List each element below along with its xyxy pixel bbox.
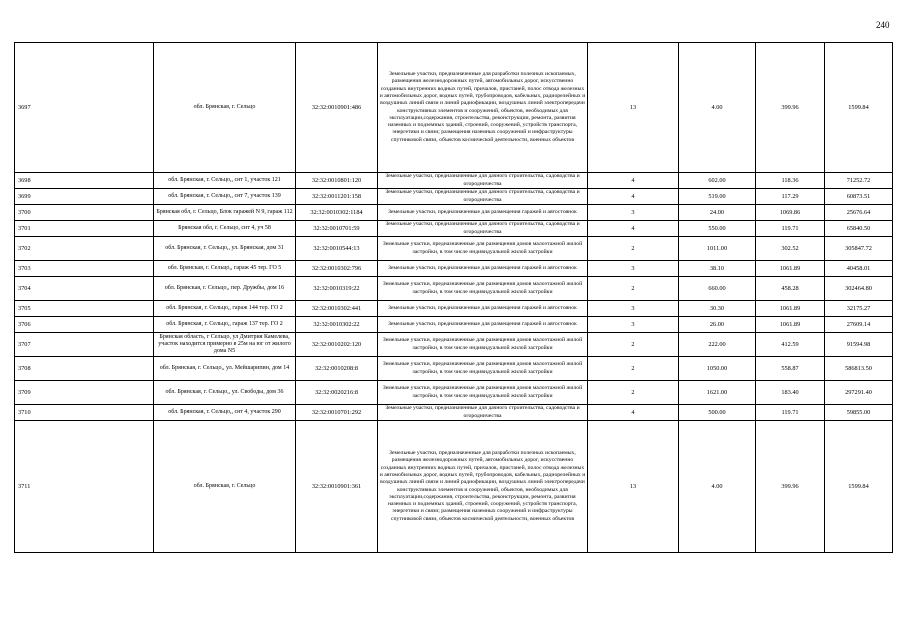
cadastral-value-cell: 302464.80: [825, 277, 893, 301]
cadastral-number-cell: 32:32:0010901:486: [296, 43, 378, 173]
cadastral-number-cell: 32:32:0010302:22: [296, 317, 378, 333]
row-number: 3701: [15, 221, 154, 237]
table-row: [15, 317, 893, 333]
cadastral-value-cell: 25676.64: [825, 205, 893, 221]
row-number: 3702: [15, 237, 154, 261]
use-code-cell: 2: [588, 277, 679, 301]
use-code-cell: 2: [588, 333, 679, 357]
land-use-cell: Земельные участки, предназначенные для размещения домов малоэтажной жилой застройки, в том числе индивидуальной жилой застройки: [378, 333, 588, 357]
area-cell: 30.30: [679, 301, 756, 317]
specific-value-cell: 1061.89: [756, 301, 825, 317]
table-row: [15, 333, 893, 357]
table-row: [15, 205, 893, 221]
table-row: [15, 261, 893, 277]
area-cell: 4.00: [679, 43, 756, 173]
address-cell: обл. Брянская, г. Сельцо,, пер. Дружбы, дом 16: [154, 277, 296, 301]
address-cell: Брянская область, г Сельцо, ул Дмитрия Камелева, участок находится примерно в 25м на юг от жилого дома N5: [154, 333, 296, 357]
specific-value-cell: 119.71: [756, 221, 825, 237]
land-use-cell: Земельные участки, предназначенные для размещения домов малоэтажной жилой застройки, в том числе индивидуальной жилой застройки: [378, 357, 588, 381]
specific-value-cell: 117.29: [756, 189, 825, 205]
cadastral-number-cell: 32:32:0010801:120: [296, 173, 378, 189]
area-cell: 1050.00: [679, 357, 756, 381]
cadastral-value-cell: 32175.27: [825, 301, 893, 317]
land-use-cell: Земельные участки, предназначенные для дачного строительства, садоводства и огородничества: [378, 405, 588, 421]
specific-value-cell: 458.28: [756, 277, 825, 301]
land-use-cell: Земельные участки, предназначенные для дачного строительства, садоводства и огородничества: [378, 221, 588, 237]
cadastral-number-cell: 32:32:0010302:441: [296, 301, 378, 317]
use-code-cell: 13: [588, 421, 679, 553]
specific-value-cell: 118.36: [756, 173, 825, 189]
cadastral-value-cell: 40458.01: [825, 261, 893, 277]
cadastral-number-cell: 32:32:0011201:158: [296, 189, 378, 205]
cadastral-number-cell: 32:32:0010302:796: [296, 261, 378, 277]
specific-value-cell: 183.40: [756, 381, 825, 405]
cadastral-value-cell: 59855.00: [825, 405, 893, 421]
address-cell: обл. Брянская, г. Сельцо,, снт 4, участок 290: [154, 405, 296, 421]
cadastral-number-cell: 32:32:0010302:1184: [296, 205, 378, 221]
specific-value-cell: 1069.86: [756, 205, 825, 221]
address-cell: обл. Брянская, г. Сельцо,, ул. Брянская, дом 31: [154, 237, 296, 261]
land-use-cell: Земельные участки, предназначенные для размещения домов малоэтажной жилой застройки, в том числе индивидуальной жилой застройки: [378, 237, 588, 261]
cadastral-value-cell: 1599.84: [825, 43, 893, 173]
use-code-cell: 3: [588, 205, 679, 221]
address-cell: обл. Брянская, г. Сельцо: [154, 421, 296, 553]
cadastral-value-cell: 71252.72: [825, 173, 893, 189]
specific-value-cell: 399.96: [756, 43, 825, 173]
specific-value-cell: 1061.89: [756, 317, 825, 333]
address-cell: обл. Брянская, г. Сельцо,, ул. Мейшарипин, дом 14: [154, 357, 296, 381]
cadastral-value-cell: 65840.50: [825, 221, 893, 237]
cadastral-number-cell: 32:32:0010208:8: [296, 357, 378, 381]
table-row: [15, 173, 893, 189]
land-use-cell: Земельные участки, предназначенные для дачного строительства, садоводства и огородничества: [378, 173, 588, 189]
use-code-cell: 4: [588, 173, 679, 189]
area-cell: 24.00: [679, 205, 756, 221]
area-cell: 1621.00: [679, 381, 756, 405]
land-use-cell: Земельные участки, предназначенные для размещения гаражей и автостоянок: [378, 317, 588, 333]
use-code-cell: 2: [588, 237, 679, 261]
cadastral-number-cell: 32:32:0020216:8: [296, 381, 378, 405]
cadastral-value-cell: 60873.51: [825, 189, 893, 205]
address-cell: Брянская обл, г. Сельцо, снт 4, уч 58: [154, 221, 296, 237]
area-cell: 519.00: [679, 189, 756, 205]
cadastral-number-cell: 32:32:0010202:120: [296, 333, 378, 357]
cadastral-value-cell: 586813.50: [825, 357, 893, 381]
cadastral-value-cell: 297291.40: [825, 381, 893, 405]
row-number: 3707: [15, 333, 154, 357]
land-use-cell: Земельные участки, предназначенные для разработки полезных ископаемых, размещения железнодорожных путей, автомобильных дорог, искусственно созданных внутренних водных путей, причалов, пристаней, полос отвода железных и автомобильных дорог, водных путей, трубопроводов, кабельных, радиорелейных и воздушных линий связи и линий радиофикации, воздушных линий электропередачи конструктивных элементов и сооружений, объектов, необходимых для эксплуатации,содержания, строительства, реконструкции, ремонта, развития наземных и подземных зданий, строений, сооружений, устройств транспорта, энергетики и связи; размещения наземных сооружений и инфраструктуры спутниковой связи, объектов космической деятельности, военных объектов: [378, 43, 588, 173]
row-number: 3705: [15, 301, 154, 317]
table-row: [15, 189, 893, 205]
cadastral-number-cell: 32:32:0010701:292: [296, 405, 378, 421]
land-use-cell: Земельные участки, предназначенные для размещения гаражей и автостоянок: [378, 205, 588, 221]
table-row: [15, 405, 893, 421]
address-cell: обл. Брянская, г. Сельцо,, гараж 45 тер. ГО 5: [154, 261, 296, 277]
land-use-cell: Земельные участки, предназначенные для дачного строительства, садоводства и огородничества: [378, 189, 588, 205]
use-code-cell: 2: [588, 381, 679, 405]
area-cell: 26.00: [679, 317, 756, 333]
row-number: 3697: [15, 43, 154, 173]
address-cell: обл. Брянская, г. Сельцо,, ул. Свободы, дом 36: [154, 381, 296, 405]
row-number: 3699: [15, 189, 154, 205]
row-number: 3703: [15, 261, 154, 277]
cadastral-number-cell: 32:32:0010544:13: [296, 237, 378, 261]
use-code-cell: 4: [588, 221, 679, 237]
use-code-cell: 4: [588, 189, 679, 205]
area-cell: 222.00: [679, 333, 756, 357]
address-cell: обл. Брянская, г. Сельцо: [154, 43, 296, 173]
cadastral-value-cell: 91594.98: [825, 333, 893, 357]
cadastral-number-cell: 32:32:0010701:59: [296, 221, 378, 237]
row-number: 3710: [15, 405, 154, 421]
land-use-cell: Земельные участки, предназначенные для разработки полезных ископаемых, размещения железнодорожных путей, автомобильных дорог, искусственно созданных внутренних водных путей, причалов, пристаней, полос отвода железных и автомобильных дорог, водных путей, трубопроводов, кабельных, радиорелейных и воздушных линий связи и линий радиофикации, воздушных линий электропередачи конструктивных элементов и сооружений, объектов, необходимых для эксплуатации,содержания, строительства, реконструкции, ремонта, развития наземных и подземных зданий, строений, сооружений, устройств транспорта, энергетики и связи; размещения наземных сооружений и инфраструктуры спутниковой связи, объектов космической деятельности, военных объектов: [378, 421, 588, 553]
row-number: 3708: [15, 357, 154, 381]
area-cell: 602.00: [679, 173, 756, 189]
area-cell: 660.00: [679, 277, 756, 301]
row-number: 3698: [15, 173, 154, 189]
row-number: 3711: [15, 421, 154, 553]
use-code-cell: 2: [588, 357, 679, 381]
land-use-cell: Земельные участки, предназначенные для размещения домов малоэтажной жилой застройки, в том числе индивидуальной жилой застройки: [378, 381, 588, 405]
area-cell: 550.00: [679, 221, 756, 237]
cadastral-value-cell: 1599.84: [825, 421, 893, 553]
cadastral-number-cell: 32:32:0010319:22: [296, 277, 378, 301]
address-cell: Брянская обл, г. Сельцо, Блок гаражей N 9, гараж 112: [154, 205, 296, 221]
table-row: [15, 277, 893, 301]
table-row: [15, 357, 893, 381]
specific-value-cell: 119.71: [756, 405, 825, 421]
use-code-cell: 3: [588, 317, 679, 333]
cadastral-value-table: [14, 42, 893, 553]
area-cell: 500.00: [679, 405, 756, 421]
address-cell: обл. Брянская, г. Сельцо,, снт 1, участок 121: [154, 173, 296, 189]
specific-value-cell: 558.87: [756, 357, 825, 381]
area-cell: 38.10: [679, 261, 756, 277]
land-use-cell: Земельные участки, предназначенные для размещения домов малоэтажной жилой застройки, в том числе индивидуальной жилой застройки: [378, 277, 588, 301]
specific-value-cell: 1061.89: [756, 261, 825, 277]
table-row: [15, 43, 893, 173]
specific-value-cell: 302.52: [756, 237, 825, 261]
cadastral-number-cell: 32:32:0010901:361: [296, 421, 378, 553]
table-row: [15, 221, 893, 237]
table-row: [15, 237, 893, 261]
use-code-cell: 13: [588, 43, 679, 173]
specific-value-cell: 412.59: [756, 333, 825, 357]
address-cell: обл. Брянская, г. Сельцо,, снт 7, участок 139: [154, 189, 296, 205]
row-number: 3704: [15, 277, 154, 301]
use-code-cell: 3: [588, 261, 679, 277]
land-use-cell: Земельные участки, предназначенные для размещения гаражей и автостоянок: [378, 261, 588, 277]
page-number: 240: [876, 20, 890, 30]
specific-value-cell: 399.96: [756, 421, 825, 553]
area-cell: 1011.00: [679, 237, 756, 261]
area-cell: 4.00: [679, 421, 756, 553]
row-number: 3700: [15, 205, 154, 221]
row-number: 3706: [15, 317, 154, 333]
table-row: [15, 301, 893, 317]
table-row: [15, 381, 893, 405]
cadastral-value-cell: 27609.14: [825, 317, 893, 333]
use-code-cell: 3: [588, 301, 679, 317]
cadastral-value-cell: 305847.72: [825, 237, 893, 261]
table-row: [15, 421, 893, 553]
land-use-cell: Земельные участки, предназначенные для размещения гаражей и автостоянок: [378, 301, 588, 317]
address-cell: обл. Брянская, г. Сельцо,, гараж 144 тер. ГО 2: [154, 301, 296, 317]
address-cell: обл. Брянская, г. Сельцо,, гараж 137 тер. ГО 2: [154, 317, 296, 333]
row-number: 3709: [15, 381, 154, 405]
use-code-cell: 4: [588, 405, 679, 421]
